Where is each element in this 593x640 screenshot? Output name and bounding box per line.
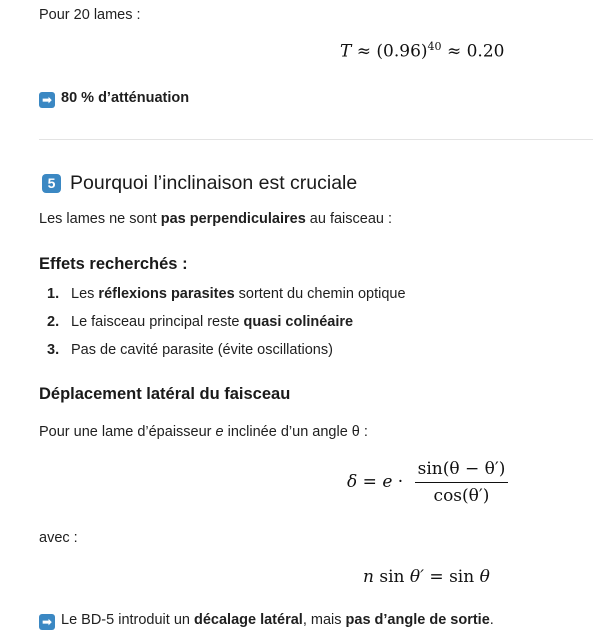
lead-text: Les lames ne sont — [39, 211, 161, 227]
section-heading — [42, 172, 357, 195]
exponent: 40 — [427, 40, 442, 53]
equation-displacement — [347, 459, 508, 506]
list-item — [39, 340, 406, 368]
list-text: Le faisceau principal reste — [71, 314, 244, 330]
result-value: 0.20 — [466, 41, 505, 62]
right-arrow-icon: ➡ — [39, 92, 55, 108]
base-value: (0.96) — [376, 41, 428, 62]
dot-operator: · — [397, 472, 404, 492]
section-divider — [39, 139, 593, 140]
sin-func: sin — [379, 567, 405, 587]
keycap-five-icon: 5 — [42, 174, 61, 193]
list-number: 2. — [47, 314, 60, 330]
avec-text: avec : — [39, 530, 78, 546]
displacement-text-start: Pour une lame d’épaisseur — [39, 424, 216, 440]
equation-snell — [363, 567, 490, 587]
equals-sign: = — [429, 567, 444, 587]
list-text: Les — [71, 286, 99, 302]
displacement-text-end: inclinée d’un angle θ : — [223, 424, 368, 440]
conclusion-text-end: . — [489, 612, 494, 628]
section-title: Pourquoi l’inclinaison est cruciale — [70, 172, 358, 194]
list-item — [39, 284, 406, 312]
attenuation-result — [39, 88, 189, 108]
list-text: Pas de cavité parasite (évite oscillations) — [71, 342, 333, 358]
approx-sign: ≈ — [356, 41, 371, 62]
conclusion-bold-1: décalage latéral — [194, 612, 303, 628]
fraction-numerator: sin(θ − θ′) — [415, 459, 509, 483]
conclusion-text: Le BD-5 introduit un — [61, 612, 194, 628]
displacement-heading: Déplacement latéral du faisceau — [39, 385, 291, 403]
conclusion-line — [39, 610, 494, 630]
list-bold: réflexions parasites — [98, 286, 235, 302]
conclusion-bold-2: pas d’angle de sortie — [345, 612, 490, 628]
list-number: 1. — [47, 286, 60, 302]
thickness-var: e — [215, 424, 224, 440]
approx-sign-2: ≈ — [446, 41, 462, 62]
effects-heading: Effets recherchés : — [39, 255, 188, 273]
right-arrow-icon: ➡ — [39, 614, 55, 630]
intro-text: Pour 20 lames : — [39, 7, 141, 23]
list-bold: quasi colinéaire — [243, 314, 354, 330]
var-e: e — [382, 472, 393, 492]
sin-func-2: sin — [449, 567, 475, 587]
var-delta: δ — [347, 472, 358, 492]
fraction — [415, 459, 509, 506]
list-number: 3. — [47, 342, 60, 358]
var-theta: θ — [479, 567, 490, 587]
attenuation-text: 80 % d’atténuation — [61, 90, 190, 106]
var-theta-prime: θ′ — [409, 567, 424, 587]
var-n: n — [363, 567, 374, 587]
list-item — [39, 312, 406, 340]
lead-bold: pas perpendiculaires — [160, 211, 306, 227]
equation-transmission — [340, 40, 504, 62]
lead-text-end: au faisceau : — [305, 211, 393, 227]
lead-paragraph — [39, 209, 392, 229]
list-text-end: sortent du chemin optique — [234, 286, 406, 302]
effects-list — [39, 284, 406, 368]
var-T: T — [340, 41, 352, 62]
equals-sign: = — [362, 472, 377, 492]
displacement-text — [39, 422, 368, 442]
conclusion-text-mid: , mais — [302, 612, 346, 628]
fraction-denominator: cos(θ′) — [433, 486, 490, 506]
